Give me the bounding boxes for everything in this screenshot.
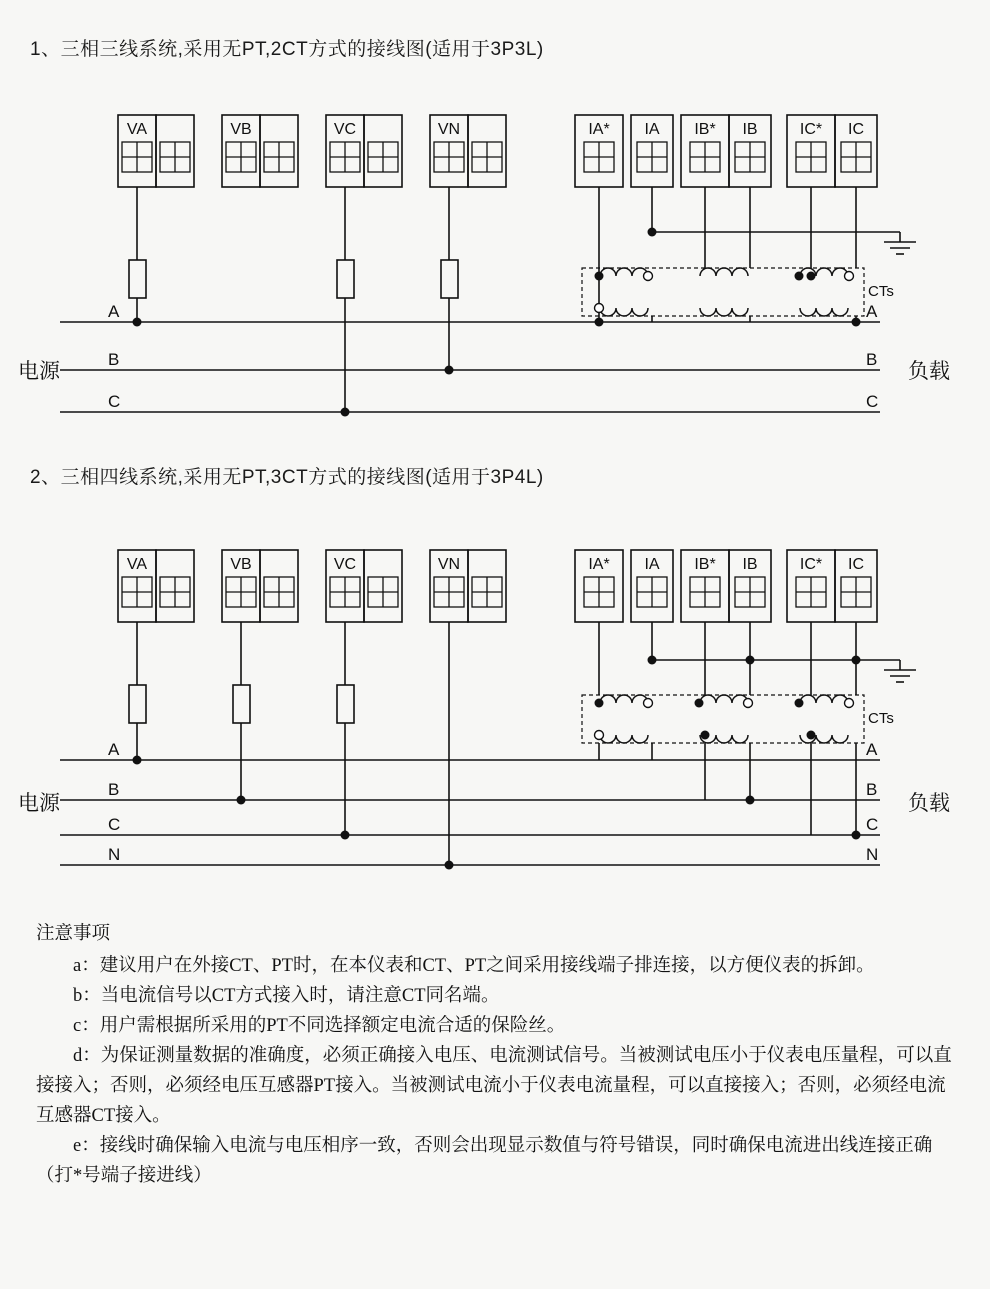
right-phase-label: B [866, 780, 878, 799]
terminal-label: VN [437, 121, 461, 138]
left-phase-label: C [108, 392, 121, 411]
note-item-d: d：为保证测量数据的准确度，必须正确接入电压、电流测试信号。当被测试电压小于仪表电压量程，可以直接接入；否则，必须经电压互感器PT接入。当被测试电流小于仪表电流量程，可以直接接入；否则，必须经电流互感器CT接入。 [36, 1045, 952, 1126]
diagram-3p4l [0, 525, 990, 915]
terminal-label: IC [848, 556, 864, 573]
right-phase-label: B [866, 350, 878, 369]
terminal-label: IA [644, 556, 660, 573]
left-phase-label: A [108, 740, 120, 759]
left-phase-label: A [108, 302, 120, 321]
diagram2-heading: 2、三相四线系统,采用无PT,3CT方式的接线图(适用于3P4L) [30, 467, 544, 488]
terminal-label: IA* [588, 121, 610, 138]
left-phase-label: B [108, 780, 120, 799]
left-phase-label: B [108, 350, 120, 369]
source-label: 电源 [18, 792, 60, 815]
note-item-c: c：用户需根据所采用的PT不同选择额定电流合适的保险丝。 [73, 1015, 566, 1036]
note-item-e: e：接线时确保输入电流与电压相序一致，否则会出现显示数值与符号错误，同时确保电流进出线连接正确 （打*号端子接进线） [36, 1135, 933, 1186]
source-label: 电源 [18, 360, 60, 383]
diagram1-heading: 1、三相三线系统,采用无PT,2CT方式的接线图(适用于3P3L) [30, 39, 544, 60]
terminal-label: IB [742, 556, 758, 573]
notes-section [36, 920, 956, 1192]
terminal-label: VC [333, 556, 357, 573]
terminal-label: IA* [588, 556, 610, 573]
note-item-b: b：当电流信号以CT方式接入时，请注意CT同名端。 [73, 985, 500, 1006]
ct-label: CTs [868, 283, 894, 300]
right-phase-label: C [866, 392, 879, 411]
terminal-label: IB* [694, 556, 716, 573]
terminal-label: IC* [799, 121, 823, 138]
left-phase-label: C [108, 815, 121, 834]
right-phase-label: A [866, 302, 878, 321]
note-item-a: a：建议用户在外接CT、PT时，在本仪表和CT、PT之间采用接线端子排连接，以方便仪表的拆卸。 [73, 955, 875, 976]
terminal-label: VC [333, 121, 357, 138]
load-label: 负载 [908, 360, 950, 383]
terminal-label: IC* [799, 556, 823, 573]
terminal-label: IA [644, 121, 660, 138]
diagram-3p3l [0, 90, 990, 440]
terminal-label: VB [230, 556, 252, 573]
terminal-label: IB* [694, 121, 716, 138]
terminal-label: VB [230, 121, 252, 138]
ct-label: CTs [868, 710, 894, 727]
terminal-label: VN [437, 556, 461, 573]
terminal-label: IC [848, 121, 864, 138]
load-label: 负载 [908, 792, 950, 815]
right-phase-label: C [866, 815, 879, 834]
notes-title: 注意事项 [36, 924, 111, 944]
left-phase-label: N [108, 845, 121, 864]
right-phase-label: A [866, 740, 878, 759]
terminal-label: IB [742, 121, 758, 138]
terminal-label: VA [126, 556, 148, 573]
terminal-label: VA [126, 121, 148, 138]
right-phase-label: N [866, 845, 879, 864]
